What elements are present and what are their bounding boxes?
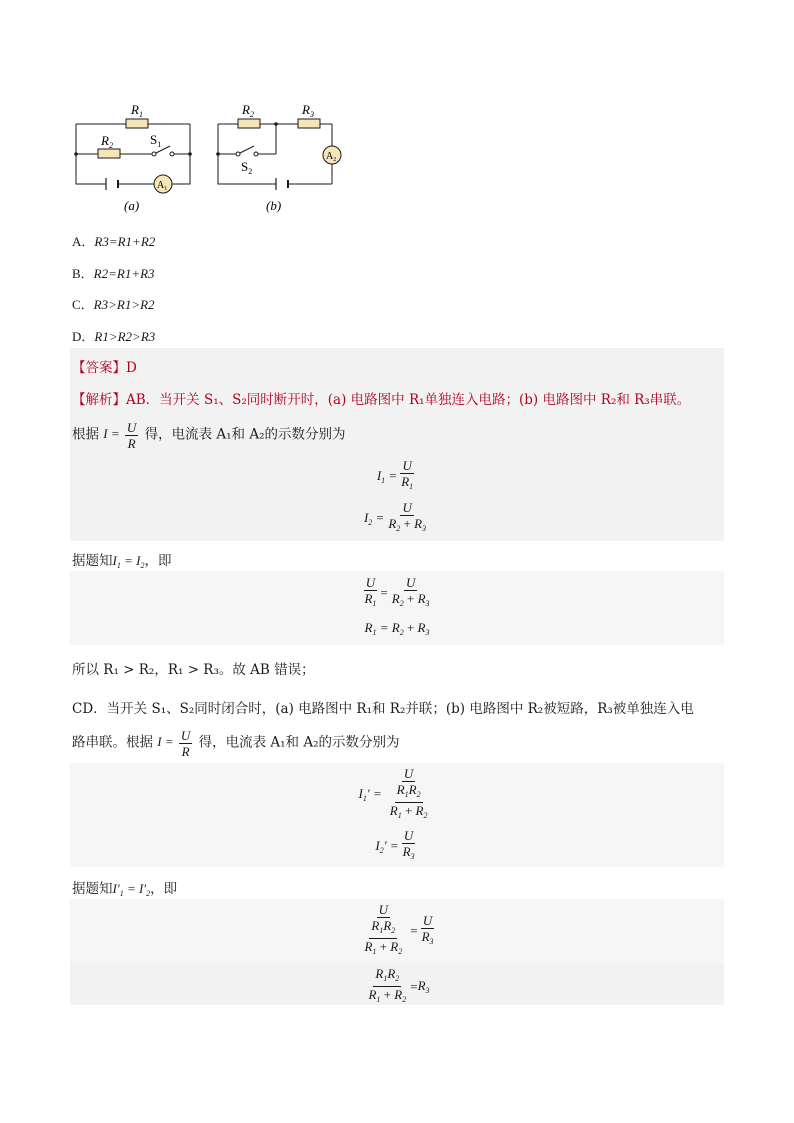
label-r1-a: $R_1$	[131, 102, 143, 119]
label-s2: $S_2$	[241, 159, 253, 176]
caption-b: (b)	[266, 198, 282, 213]
label-r2-a: $R_2$	[101, 133, 113, 150]
analysis-ab-law: 根据 I = $\frac{U}{R}$ 得，电流表 A₁和 A₂的示数分别为	[72, 420, 346, 451]
option-c: C．R3>R1>R2	[72, 297, 155, 312]
resistor-r1-a	[126, 119, 148, 128]
answer-value: D	[126, 360, 137, 376]
analysis-ab-known: 据题知$I_1 = I_2$，即	[72, 553, 172, 570]
circuit-b	[218, 119, 341, 190]
equation-i2: $I_2$ = $\frac{U}{R_2 + R_3}$	[363, 500, 427, 533]
analysis-ab-intro: 【解析】AB．当开关 S₁、S₂同时断开时，(a) 电路图中 R₁单独连入电路；(b) 电路图中 R₂和 R₃串联。	[72, 392, 691, 408]
analysis-cd-intro-2: 路串联。根据 I = $\frac{U}{R}$ 得，电流表 A₁和 A₂的示数分别为	[72, 728, 400, 759]
equation-ab-ratio: $\frac{U}{R_1}$ = $\frac{U}{R_2 + R_3}$	[364, 575, 430, 608]
analysis-cd-intro-1: CD．当开关 S₁、S₂同时闭合时，(a) 电路图中 R₁和 R₂并联；(b) 电路图中 R₂被短路，R₃被单独连入电	[72, 701, 694, 717]
label-r3-b: $R_3$	[302, 102, 314, 119]
equation-cd-ratio: $\frac{U}{\frac{R_1R_2}{R_1 + R_2}}$ = $\frac{U}{R_3}$	[364, 902, 434, 956]
resistor-r2-a	[98, 149, 120, 158]
label-r2-b: $R_2$	[242, 102, 254, 119]
circuit-diagrams	[68, 98, 348, 218]
answer-line	[72, 356, 137, 376]
analysis-ab-conclusion: 所以 R₁ > R₂，R₁ > R₃。故 AB 错误；	[72, 662, 315, 678]
label-a1: $A_1$	[157, 180, 168, 192]
equation-i1: $I_1$ = $\frac{U}{R_1}$	[376, 458, 414, 491]
switch-s2	[240, 146, 254, 153]
analysis-cd-known: 据题知$I'_1 = I'_2$，即	[72, 881, 178, 898]
answer-bracket: 【答案】	[72, 360, 126, 376]
equation-ab-result: $R_1 = R_2 + R_3$	[364, 620, 430, 637]
equation-i1-prime: $I_1'$ = $\frac{U}{\frac{R_1R_2}{R_1 + R_2}}$	[358, 766, 428, 820]
label-s1: $S_1$	[150, 132, 162, 149]
label-a2: $A_2$	[326, 151, 337, 163]
caption-a: (a)	[124, 198, 140, 213]
resistor-r3-b	[298, 119, 320, 128]
equation-i2-prime: $I_2'$ = $\frac{U}{R_3}$	[375, 828, 415, 861]
equation-cd-result: $\frac{R_1R_2}{R_1 + R_2}$ = $R_3$	[368, 966, 430, 1004]
option-d: D．R1>R2>R3	[72, 329, 156, 344]
answer-band	[70, 348, 724, 380]
option-a: A．R3=R1+R2	[72, 234, 156, 249]
option-b: B．R2=R1+R3	[72, 266, 155, 281]
resistor-r2-b	[238, 119, 260, 128]
circuit-a	[76, 119, 190, 193]
